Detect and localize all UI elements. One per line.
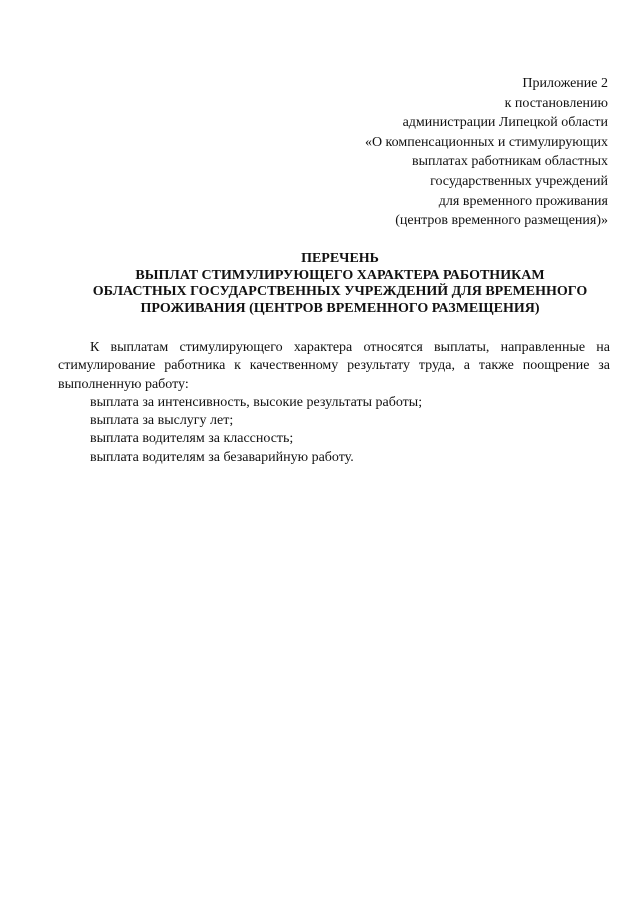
document-body xyxy=(58,339,610,467)
list-item: выплата за интенсивность, высокие результаты работы; xyxy=(90,394,423,410)
intro-paragraph: К выплатам стимулирующего характера относятся выплаты, направленные на стимулирование работника к качественному результату труда, а также поощрение за выполненную работу: xyxy=(58,340,610,392)
title-line: ОБЛАСТНЫХ ГОСУДАРСТВЕННЫХ УЧРЕЖДЕНИЙ ДЛЯ ВРЕМЕННОГО xyxy=(92,284,588,300)
appendix-line: администрации Липецкой области xyxy=(402,115,608,131)
appendix-line: «О компенсационных и стимулирующих xyxy=(364,134,608,150)
appendix-line: к постановлению xyxy=(504,95,608,111)
appendix-line: Приложение 2 xyxy=(522,76,608,91)
title-line: ПЕРЕЧЕНЬ xyxy=(301,251,379,266)
appendix-line: для временного проживания xyxy=(438,193,608,209)
list-item: выплата за выслугу лет; xyxy=(90,413,234,429)
appendix-line: (центров временного размещения)» xyxy=(395,213,608,229)
title-line: ВЫПЛАТ СТИМУЛИРУЮЩЕГО ХАРАКТЕРА РАБОТНИКАМ xyxy=(135,267,545,283)
document-title xyxy=(40,251,640,317)
appendix-line: государственных учреждений xyxy=(430,173,608,189)
list-item: выплата водителям за безаварийную работу. xyxy=(90,449,354,465)
title-line: ПРОЖИВАНИЯ (ЦЕНТРОВ ВРЕМЕННОГО РАЗМЕЩЕНИЯ) xyxy=(140,300,540,316)
appendix-line: выплатах работникам областных xyxy=(412,154,608,170)
list-item: выплата водителям за классность; xyxy=(90,431,294,447)
appendix-header xyxy=(288,74,608,231)
payments-list xyxy=(58,394,610,467)
